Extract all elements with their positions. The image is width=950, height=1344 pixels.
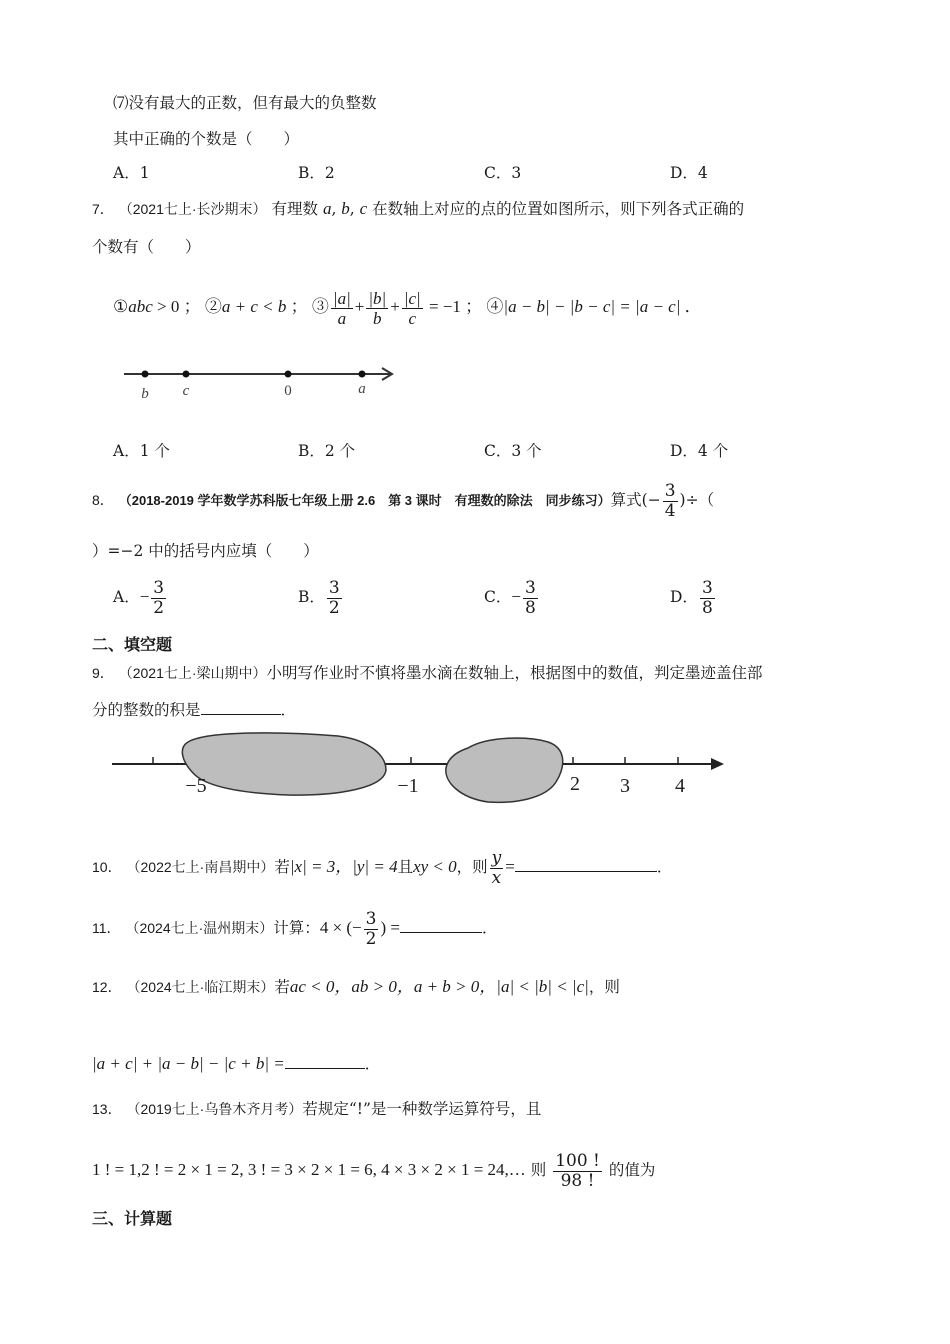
q7-s2-expr: a + c < b <box>221 297 287 316</box>
q7-point-b <box>142 371 149 378</box>
q9-label-neg1: −1 <box>397 775 419 797</box>
q9-label-2: 2 <box>570 773 580 795</box>
q12-number: 12． <box>92 979 122 995</box>
q9-line1 <box>92 662 763 684</box>
q6-option-a: A．1 <box>113 164 150 182</box>
q8-text-b: )÷（ <box>679 491 715 509</box>
q6-stem: 其中正确的个数是（ ） <box>113 130 300 148</box>
q13-frac: $\frac{100 !}{98 !}$ <box>555 1150 600 1191</box>
q9-axis-arrow <box>711 758 724 770</box>
q11-answer-blank[interactable] <box>400 916 482 933</box>
q8-frac: $\frac{3}{4}$ <box>664 480 676 521</box>
q11-line: 11． （2024七上·温州期末）计算：4 × (− $\frac{3}{2}$ ) = ． <box>92 908 498 949</box>
q7-var-c: c <box>359 199 368 218</box>
q11-source: （2024七上·温州期末） <box>125 920 274 936</box>
q7-source: （2021七上·长沙期末） <box>118 201 267 217</box>
q9-label-neg5: −5 <box>185 775 207 797</box>
q7-point-c <box>183 371 190 378</box>
q8-option-c: C．− $\frac{3}{8}$ <box>484 577 536 618</box>
q7-text-b: 在数轴上对应的点的位置如图所示，则下列各式正确的 <box>372 200 745 218</box>
q13-source: （2019七上·乌鲁木齐月考） <box>126 1101 303 1117</box>
q7-point-a <box>359 371 366 378</box>
q13-line2: 1 ! = 1,2 ! = 2 × 1 = 2, 3 ! = 3 × 2 × 1 = 6, 4 × 3 × 2 × 1 = 24,… 则 $\frac{100 !}{98 !}$ 的值为 <box>92 1150 656 1191</box>
q7-option-a: A．1 个 <box>113 442 170 460</box>
q12-expr: ac < 0，ab > 0，a + b > 0，|a| < |b| < |c| <box>289 977 589 996</box>
q7-label-0: 0 <box>284 383 292 399</box>
q11-number: 11． <box>92 920 121 936</box>
q7-option-d: D．4 个 <box>670 442 729 460</box>
q12-source: （2024七上·临江期末） <box>126 979 275 995</box>
q7-number: 7． <box>92 201 114 217</box>
q7-label-b: b <box>141 386 149 402</box>
q12-line2: |a + c| + |a − b| − |c + b| = ． <box>92 1054 381 1073</box>
q6-option-d: D．4 <box>670 164 708 182</box>
q7-line1: 7． （2021七上·长沙期末） 有理数 a, b, c 在数轴上对应的点的位置如图所示，则下列各式正确的 <box>92 199 745 218</box>
q9-ink-blot-left <box>182 733 386 795</box>
q13-expr: 1 ! = 1,2 ! = 2 × 1 = 2, 3 ! = 3 × 2 × 1 = 6, 4 × 3 × 2 × 1 = 24,… <box>92 1160 526 1179</box>
q7-s4-end: ． <box>684 297 702 316</box>
q9-answer-blank[interactable] <box>201 698 281 715</box>
q12-line2-expr: |a + c| + |a − b| − |c + b| = <box>92 1054 285 1073</box>
q7-statements <box>113 285 702 329</box>
q7-var-a: a <box>322 199 332 218</box>
q9-ink-blot-right <box>446 738 563 802</box>
q7-label-a: a <box>358 381 366 397</box>
q7-s1-rel: > 0 ； <box>157 297 201 316</box>
q9-label-4: 4 <box>675 775 685 797</box>
q8-line1 <box>92 478 714 523</box>
q7-point-0 <box>285 371 292 378</box>
q7-s3-plus-2: + <box>390 297 400 316</box>
q12-line1: 12． （2024七上·临江期末）若ac < 0，ab > 0，a + b > 0，|a| < |b| < |c|，则 <box>92 977 620 996</box>
q7-text-a: 有理数 <box>271 200 318 218</box>
q11-frac: $\frac{3}{2}$ <box>365 908 377 949</box>
q10-source: （2022七上·南昌期中） <box>126 859 275 875</box>
q12-answer-blank[interactable] <box>285 1052 365 1069</box>
q8-source: （2018-2019 学年数学苏科版七年级上册 2.6 第 3 课时 有理数的除法 同步练习） <box>118 493 611 508</box>
q9-line2: 分的整数的积是 ． <box>92 698 296 721</box>
q7-s3-end: = −1 ； <box>428 297 483 316</box>
q10-expr2: xy < 0 <box>413 857 457 876</box>
q9-text: 小明写作业时不慎将墨水滴在数轴上，根据图中的数值，判定墨迹盖住部 <box>266 664 763 682</box>
q6-option-b: B．2 <box>298 164 335 182</box>
q8-line2: ）=−2 中的括号内应填（ ） <box>92 542 319 560</box>
q10-answer-blank[interactable] <box>515 855 657 872</box>
q7-var-b: b <box>341 199 350 218</box>
q6-option-c: C．3 <box>484 164 522 182</box>
q7-number-line <box>118 358 408 406</box>
q8-option-a: A．− $\frac{3}{2}$ <box>113 577 165 618</box>
q10-expr1: |x| = 3，|y| = 4 <box>289 857 398 876</box>
q7-option-c: C．3 个 <box>484 442 542 460</box>
q7-s3-mark: ③ <box>311 297 329 316</box>
q7-s2-end: ； <box>290 297 308 316</box>
q8-text-a: 算式(− <box>610 491 661 509</box>
section-3-title: 三、计算题 <box>92 1209 173 1228</box>
q6-item7: ⑺没有最大的正数，但有最大的负整数 <box>113 94 377 112</box>
q7-s3-plus-1: + <box>354 297 365 316</box>
q9-number-line <box>108 726 733 806</box>
q8-number: 8． <box>92 492 114 508</box>
q9-label-3: 3 <box>620 775 630 797</box>
q13-number: 13． <box>92 1101 122 1117</box>
q8-option-d: D． $\frac{3}{8}$ <box>670 577 713 618</box>
q10-number: 10． <box>92 859 122 875</box>
q7-s4-expr: |a − b| − |b − c| = |a − c| <box>503 297 681 316</box>
q9-number: 9． <box>92 665 114 681</box>
q7-s3-frac-c: $\frac{|c|}{c}$ <box>403 288 421 328</box>
q7-label-c: c <box>182 383 190 399</box>
q9-source: （2021七上·梁山期中） <box>118 665 267 681</box>
q7-option-b: B．2 个 <box>298 442 356 460</box>
q13-line1: 13． （2019七上·乌鲁木齐月考）若规定“!”是一种数学运算符号，且 <box>92 1100 542 1118</box>
q7-s1-mark: ① <box>113 297 129 316</box>
q7-s2-mark: ② <box>204 297 222 316</box>
q8-option-b: B． $\frac{3}{2}$ <box>298 577 340 618</box>
q10-frac: $\frac{y}{x}$ <box>491 847 502 888</box>
q7-s1-expr: abc <box>128 297 153 316</box>
q10-line: 10． （2022七上·南昌期中）若|x| = 3，|y| = 4且xy < 0，则 $\frac{y}{x}$ = ． <box>92 847 673 888</box>
q7-line2: 个数有（ ） <box>92 238 201 256</box>
q7-s3-frac-a: $\frac{|a|}{a}$ <box>332 288 351 328</box>
q7-s3-frac-b: $\frac{|b|}{b}$ <box>368 288 387 328</box>
section-2-title: 二、填空题 <box>92 635 173 654</box>
q7-s4-mark: ④ <box>486 297 504 316</box>
